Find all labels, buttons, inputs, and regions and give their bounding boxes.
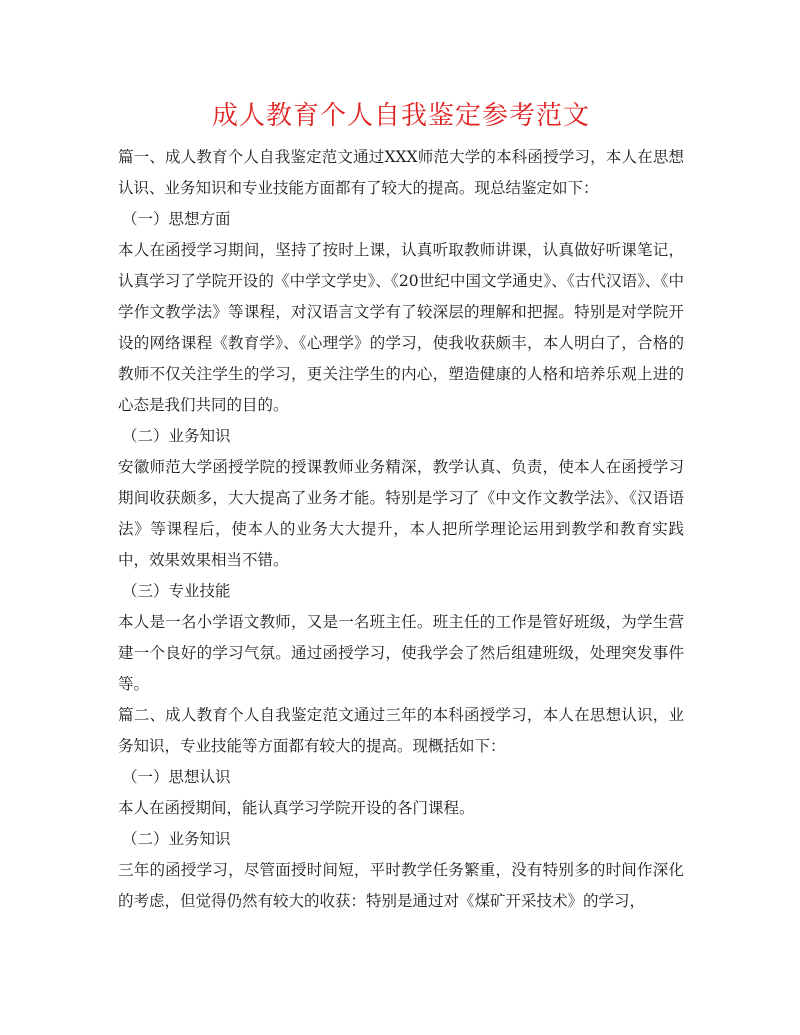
paragraph-intro-1: 篇一、成人教育个人自我鉴定范文通过XXX师范大学的本科函授学习，本人在思想认识、业务知识和专业技能方面都有了较大的提高。现总结鉴定如下： [118, 148, 684, 197]
paragraph-thought: 本人在函授学习期间，坚持了按时上课，认真听取教师讲课，认真做好听课笔记，认真学习了学院开设的《中学文学史》、《20世纪中国文学通史》、《古代汉语》、《中学作文教学法》等课程，对汉语言文学有了较深层的理解和把握。特别是对学院开设的网络课程《教育学》、《心理学》的学习，使我收获颇丰，本人明白了，合格的教师不仅关注学生的学习，更关注学生的内心，塑造健康的人格和培养乐观上进的心态是我们共同的目的。 [118, 241, 684, 414]
paragraph-skills: 本人是一名小学语文教师，又是一名班主任。班主任的工作是管好班级，为学生营建一个良好的学习气氛。通过函授学习，使我学会了然后组建班级，处理突发事件等。 [118, 613, 684, 693]
paragraph-intro-2: 篇二、成人教育个人自我鉴定范文通过三年的本科函授学习，本人在思想认识，业务知识，专业技能等方面都有较大的提高。现概括如下： [118, 706, 684, 755]
document-title: 成人教育个人自我鉴定参考范文 [211, 101, 590, 131]
section-heading-thought: （一）思想方面 [122, 210, 231, 228]
section-heading-business: （二）业务知识 [122, 427, 231, 445]
section-heading-thought-2: （一）思想认识 [122, 768, 231, 786]
section-heading-skills: （三）专业技能 [122, 582, 231, 600]
document-page [118, 96, 684, 917]
paragraph-business-2: 三年的函授学习，尽管面授时间短，平时教学任务繁重，没有特别多的时间作深化的考虑，但觉得仍然有较大的收获：特别是通过对《煤矿开采技术》的学习， [118, 861, 684, 910]
section-heading-business-2: （二）业务知识 [122, 830, 231, 848]
paragraph-thought-2: 本人在函授期间，能认真学习学院开设的各门课程。 [118, 799, 475, 817]
paragraph-business: 安徽师范大学函授学院的授课教师业务精深，教学认真、负责，使本人在函授学习期间收获颇多，大大提高了业务才能。特别是学习了《中文作文教学法》、《汉语语法》等课程后，使本人的业务大大提升，本人把所学理论运用到教学和教育实践中，效果效果相当不错。 [118, 458, 684, 569]
